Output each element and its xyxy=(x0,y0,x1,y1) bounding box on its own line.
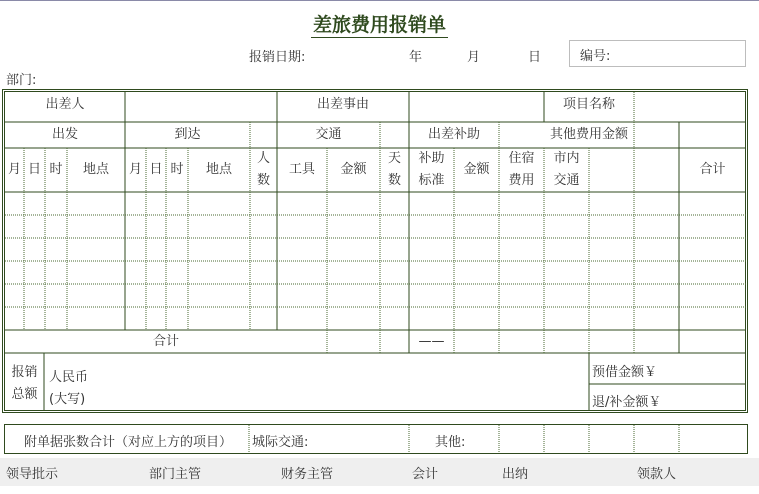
col-local-2: 交通 xyxy=(553,173,580,188)
allowance-label: 出差补助 xyxy=(427,127,480,142)
col-place-arrive: 地点 xyxy=(205,162,232,177)
month-label: 月 xyxy=(467,50,481,65)
col-day: 日 xyxy=(27,162,41,177)
number-label: 编号: xyxy=(580,49,611,64)
col-allowance-amount: 金额 xyxy=(463,162,490,177)
intercity-transport-label: 城际交通: xyxy=(252,435,309,450)
sum-dash: —— xyxy=(418,334,445,349)
project-name-label: 项目名称 xyxy=(562,97,615,112)
department-label: 部门: xyxy=(6,73,37,88)
col-day-arrive: 日 xyxy=(149,162,163,177)
year-label: 年 xyxy=(409,50,423,65)
sig-finance-head: 财务主管 xyxy=(281,467,334,482)
sig-leader: 领导批示 xyxy=(6,467,59,482)
advance-amount-label: 预借金额￥ xyxy=(592,365,658,380)
col-people-1: 人 xyxy=(256,151,270,166)
form-title-text: 差旅费用报销单 xyxy=(312,14,446,36)
arrive-label: 到达 xyxy=(174,127,201,142)
traveler-label: 出差人 xyxy=(45,97,85,112)
sig-accountant: 会计 xyxy=(412,467,439,482)
reimburse-label-1: 报销 xyxy=(11,365,38,380)
col-days-2: 数 xyxy=(387,173,401,188)
refund-amount-label: 退/补金额￥ xyxy=(592,395,662,410)
reason-label: 出差事由 xyxy=(316,97,369,112)
col-people-2: 数 xyxy=(256,173,270,188)
other-fees-label: 其他费用金额 xyxy=(549,127,628,142)
col-subsidy-2: 标准 xyxy=(418,173,445,188)
other-label: 其他: xyxy=(435,435,466,450)
rmb-label: 人民币 xyxy=(49,370,89,385)
col-month-arrive: 月 xyxy=(128,162,142,177)
day-label: 日 xyxy=(528,50,542,65)
col-total: 合计 xyxy=(699,162,726,177)
col-hour-arrive: 时 xyxy=(170,162,184,177)
daxie-label: (大写) xyxy=(49,392,86,407)
col-hour: 时 xyxy=(49,162,63,177)
reimburse-label-2: 总额 xyxy=(11,387,38,402)
col-month: 月 xyxy=(7,162,21,177)
sig-dept-head: 部门主管 xyxy=(149,467,202,482)
col-lodging-2: 费用 xyxy=(508,173,535,188)
date-label: 报销日期: xyxy=(249,50,306,65)
sig-cashier: 出纳 xyxy=(502,467,529,482)
col-amount: 金额 xyxy=(340,162,367,177)
col-tool: 工具 xyxy=(288,162,315,177)
col-place: 地点 xyxy=(82,162,109,177)
col-days-1: 天 xyxy=(387,151,401,166)
sig-payee: 领款人 xyxy=(637,467,677,482)
sum-label: 合计 xyxy=(152,334,179,349)
col-lodging-1: 住宿 xyxy=(508,151,535,166)
transport-label: 交通 xyxy=(315,127,342,142)
depart-label: 出发 xyxy=(51,127,78,142)
attachments-count-label: 附单据张数合计（对应上方的项目） xyxy=(24,435,233,450)
col-local-1: 市内 xyxy=(553,151,580,166)
col-subsidy-1: 补助 xyxy=(418,151,445,166)
